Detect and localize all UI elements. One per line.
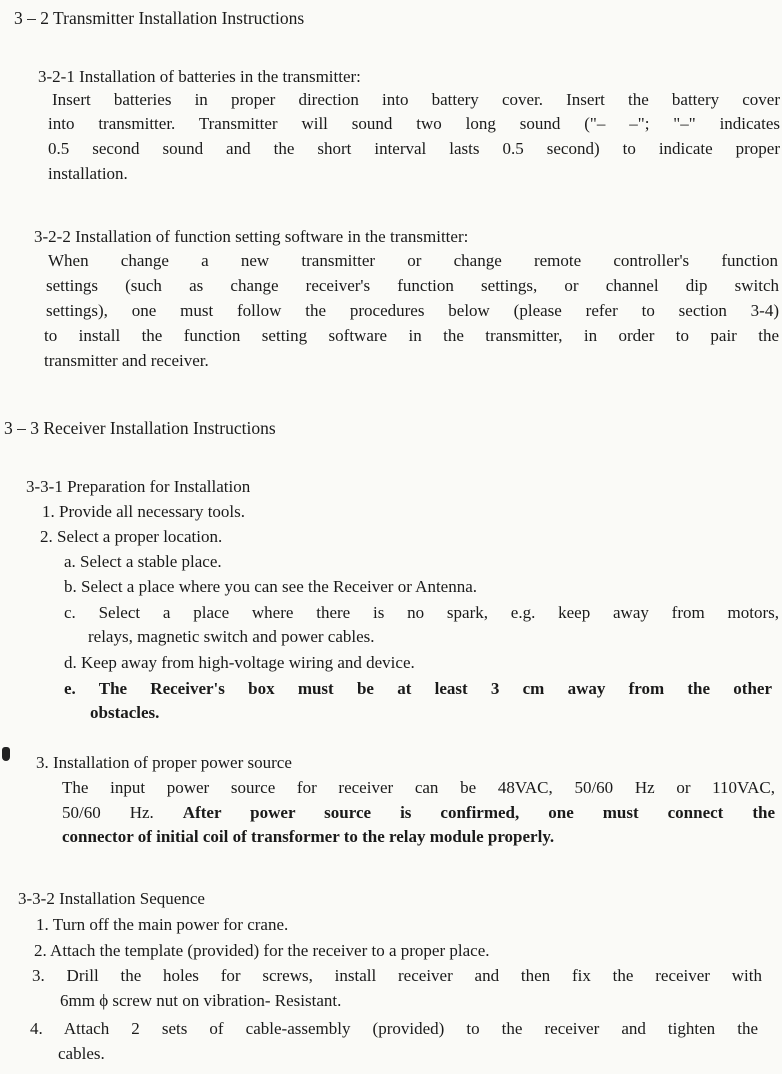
section-3-3-2-title: 3-3-2 Installation Sequence: [18, 889, 205, 908]
seq-item-2: 2. Attach the template (provided) for the receiver to a proper place.: [34, 941, 490, 960]
s322-line-2: settings (such as change receiver's function settings, or channel dip switch: [46, 276, 779, 295]
s322-line-3: settings), one must follow the procedures below (please refer to section 3-4): [46, 301, 779, 320]
s322-line-1: When change a new transmitter or change remote controller's function: [48, 251, 778, 270]
section-3-3-1-title: 3-3-1 Preparation for Installation: [26, 477, 251, 496]
s321-line-3: 0.5 second sound and the short interval lasts 0.5 second) to indicate proper: [48, 139, 780, 158]
prep-item-1: 1. Provide all necessary tools.: [42, 502, 246, 521]
prep-item-3: 3. Installation of proper power source: [36, 753, 292, 772]
seq-item-3-line-1: 3. Drill the holes for screws, install receiver and then fix the receiver with: [32, 966, 762, 985]
seq-item-1: 1. Turn off the main power for crane.: [36, 915, 289, 934]
prep-item-2b: b. Select a place where you can see the Receiver or Antenna.: [64, 577, 478, 596]
prep-item-2d: d. Keep away from high-voltage wiring and device.: [64, 653, 415, 672]
prep-item-2: 2. Select a proper location.: [40, 527, 223, 546]
s321-line-2: into transmitter. Transmitter will sound two long sound ("– –"; "–" indicates: [48, 114, 780, 133]
s321-line-4: installation.: [48, 164, 128, 183]
section-3-3-heading: 3 – 3 Receiver Installation Instructions: [4, 418, 276, 438]
power-line-1: The input power source for receiver can be 48VAC, 50/60 Hz or 110VAC,: [62, 778, 775, 797]
seq-item-3-line-2: 6mm ϕ screw nut on vibration- Resistant.: [60, 991, 342, 1010]
seq-item-4-line-2: cables.: [58, 1044, 105, 1063]
page-margin-mark: [2, 747, 10, 761]
prep-item-2c-line-2: relays, magnetic switch and power cables.: [88, 627, 375, 646]
power-line-3: connector of initial coil of transformer to the relay module properly.: [62, 827, 555, 846]
prep-item-2e-line-2: obstacles.: [90, 703, 160, 722]
power-line-2: [62, 802, 775, 823]
section-3-2-heading: 3 – 2 Transmitter Installation Instructions: [14, 8, 305, 28]
section-3-2-1-title: 3-2-1 Installation of batteries in the transmitter:: [38, 67, 361, 86]
s321-line-1: Insert batteries in proper direction into battery cover. Insert the battery cover: [52, 90, 780, 109]
power-line-2-bold: After power source is confirmed, one must connect the: [182, 803, 775, 822]
seq-item-4-line-1: 4. Attach 2 sets of cable-assembly (provided) to the receiver and tighten the: [30, 1019, 758, 1038]
section-3-2-2-title: 3-2-2 Installation of function setting software in the transmitter:: [34, 227, 469, 246]
prep-item-2c-line-1: c. Select a place where there is no spark, e.g. keep away from motors,: [64, 603, 779, 622]
prep-item-2e-line-1: e. The Receiver's box must be at least 3 cm away from the other: [64, 679, 772, 698]
power-line-2-normal: 50/60 Hz.: [62, 803, 183, 822]
s322-line-4: to install the function setting software in the transmitter, in order to pair the: [44, 326, 779, 345]
prep-item-2a: a. Select a stable place.: [64, 552, 222, 571]
s322-line-5: transmitter and receiver.: [44, 351, 209, 370]
